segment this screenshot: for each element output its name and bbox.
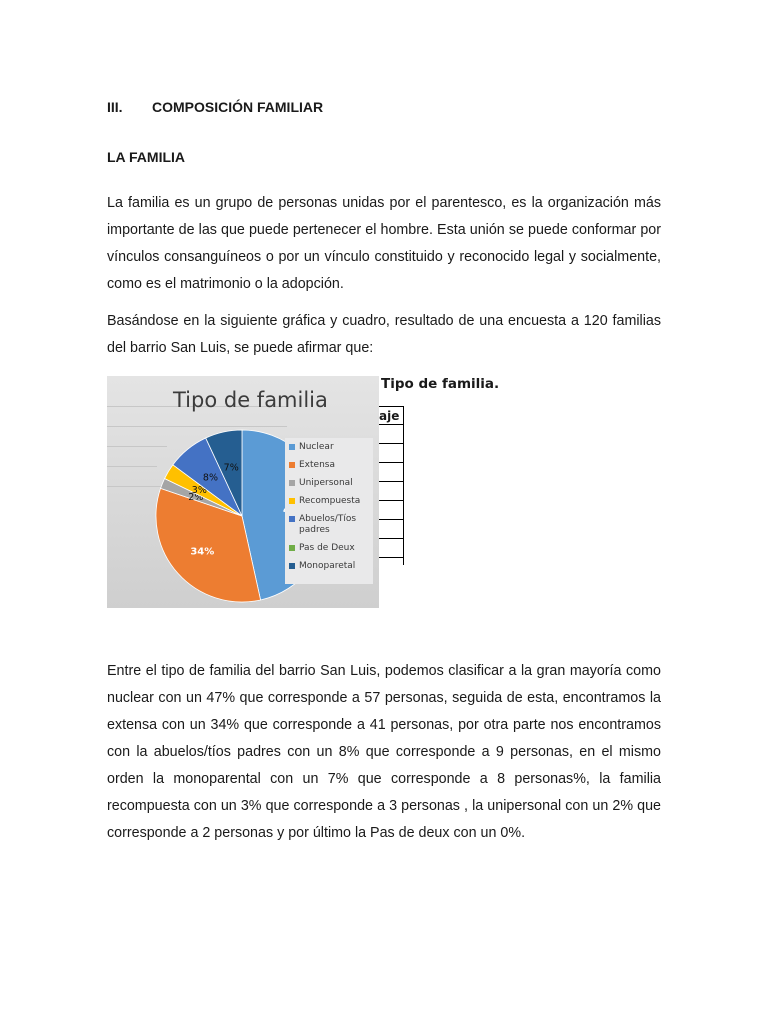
paragraph-survey: Basándose en la siguiente gráfica y cuadro, resultado de una encuesta a 120 familias del barrio San Luis, se puede afirmar que: (107, 313, 661, 356)
chart-legend (285, 438, 373, 584)
chart-title: Tipo de familia (173, 388, 328, 412)
table-row (379, 520, 403, 539)
table-row (379, 425, 403, 444)
table-row (379, 444, 403, 463)
legend-label: Unipersonal (299, 478, 353, 488)
table-header-cell: aje (379, 406, 403, 425)
legend-swatch (289, 444, 295, 450)
paragraph-analysis: Entre el tipo de familia del barrio San Luis, podemos clasificar a la gran mayoría como nuclear con un 47% que corresponde a 57 personas, seguida de esta, encontramos la extensa con un 34% que corresponde a 41 personas, por otra parte nos encontramos con la abuelos/tíos padres con un 8% que corresponde a 9 personas, en el mismo orden la monoparental con un 7% que corresponde a 8 personas%, la familia recompuesta con un 3% que corresponde a 3 personas , la unipersonal con un 2% que corresponde a 2 personas y por último la Pas de deux con un 0%. (107, 663, 661, 841)
legend-label: Nuclear (299, 442, 334, 452)
data-label-abuelos-t-os-padres: 8% (202, 472, 219, 484)
data-label-unipersonal: 2% (188, 492, 204, 504)
legend-item-unipersonal (289, 478, 373, 489)
data-table-fragment (379, 406, 404, 565)
legend-label: Extensa (299, 460, 335, 470)
legend-item-monoparetal (289, 561, 373, 572)
data-label-extensa: 34% (190, 546, 215, 558)
legend-swatch (289, 563, 295, 569)
legend-item-extensa (289, 460, 373, 471)
table-row (379, 463, 403, 482)
legend-swatch (289, 545, 295, 551)
section-number: III. (107, 99, 123, 115)
legend-swatch (289, 462, 295, 468)
table-row (379, 539, 403, 558)
legend-label: Monoparetal (299, 561, 356, 571)
subtitle: LA FAMILIA (107, 149, 186, 165)
table-row (379, 482, 403, 501)
legend-swatch (289, 498, 295, 504)
section-title: COMPOSICIÓN FAMILIAR (152, 99, 324, 115)
legend-label: Pas de Deux (299, 543, 355, 553)
table-row (379, 501, 403, 520)
pie-chart-figure (107, 376, 379, 608)
legend-label: Abuelos/Tíos padres (299, 514, 357, 535)
table-caption: Tipo de familia. (381, 376, 500, 392)
legend-item-pas-de-deux (289, 543, 373, 554)
legend-item-abuelos-t-os-padres (289, 514, 373, 536)
data-label-recompuesta: 3% (191, 485, 207, 497)
legend-label: Recompuesta (299, 496, 361, 506)
legend-swatch (289, 480, 295, 486)
legend-item-recompuesta (289, 496, 373, 507)
legend-item-nuclear (289, 442, 373, 453)
data-label-monoparetal: 7% (223, 462, 239, 474)
paragraph-intro: La familia es un grupo de personas unidas por el parentesco, es la organización más importante de las que puede pertenecer el hombre. Esta unión se puede conformar por vínculos consanguíneos o por un vínculo constituido y reconocido legal y socialmente, como es el matrimonio o la adopción. (107, 195, 661, 292)
legend-swatch (289, 516, 295, 522)
